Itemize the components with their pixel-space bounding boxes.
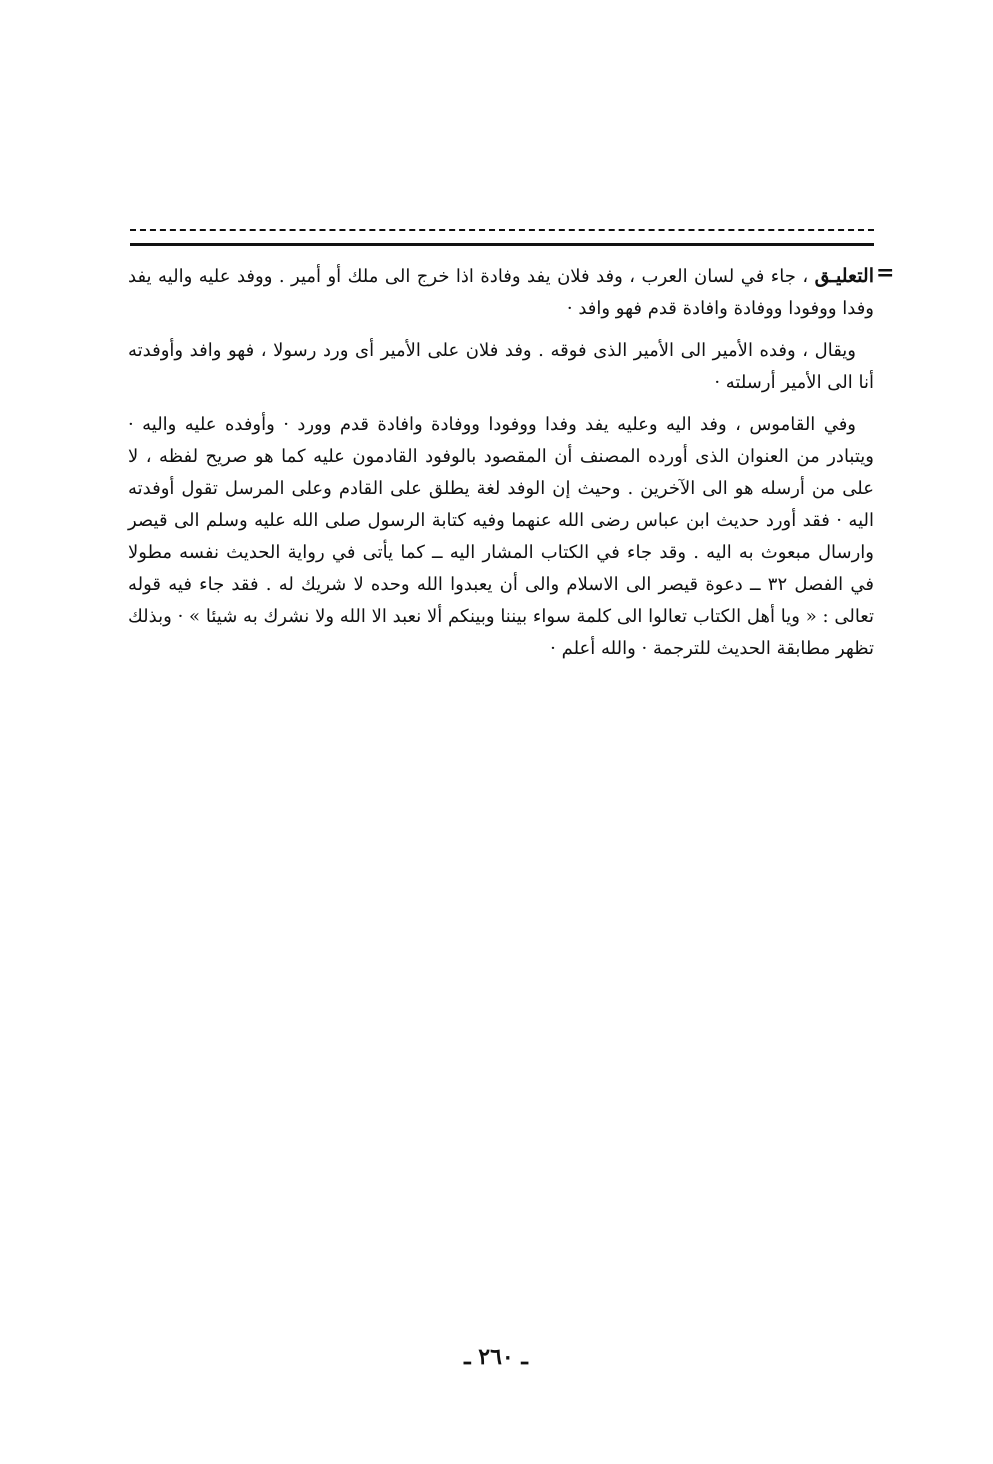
solid-separator-rule bbox=[130, 243, 874, 246]
commentary-paragraph-1-text: ، جاء في لسان العرب ، وفد فلان يفد وفادة اذا خرج الى ملك أو أمير . ووفد عليه واليه يفد وفدا ووفودا ووفادة وافادة قدم فهو وافد · bbox=[128, 266, 874, 319]
commentary-paragraph-1 bbox=[128, 260, 874, 325]
commentary-heading: التعليـق bbox=[814, 265, 874, 287]
footnote-continuation-marker: = bbox=[876, 260, 895, 286]
commentary-paragraph-2: ويقال ، وفده الأمير الى الأمير الذى فوقه . وفد فلان على الأمير أى ورد رسولا ، فهو وافد وأوفدته أنا الى الأمير أرسلته · bbox=[128, 340, 874, 393]
page-number: ـ ٢٦٠ ـ bbox=[464, 1344, 528, 1370]
commentary-text bbox=[128, 260, 874, 675]
commentary-paragraph-3: وفي القاموس ، وفد اليه وعليه يفد وفدا ووفودا ووفادة وافادة قدم وورد · وأوفده عليه واليه · ويتبادر من العنوان الذى أورده المصنف أن المقصود بالوفود القادمون عليه كما هو صريح لفظه ، لا على من أرسله هو الى الآخرين . وحيث إن الوفد لغة يطلق على القادم وعلى المرسل تقول أوفدته اليه · فقد أورد حديث ابن عباس رضى الله عنهما وفيه كتابة الرسول صلى الله عليه وسلم الى قيصر وارسال مبعوث به اليه . وقد جاء في الكتاب المشار اليه ــ كما يأتى في رواية الحديث نفسه مطولا في الفصل ٣٢ ــ دعوة قيصر الى الاسلام والى أن يعبدوا الله وحده لا شريك له . فقد جاء فيه قوله تعالى : « ويا أهل الكتاب تعالوا الى كلمة سواء بيننا وبينكم ألا نعبد الا الله ولا نشرك به شيئا » · وبذلك تظهر مطابقة الحديث للترجمة · والله أعلم · bbox=[128, 414, 875, 659]
dashed-separator-rule bbox=[130, 229, 874, 231]
